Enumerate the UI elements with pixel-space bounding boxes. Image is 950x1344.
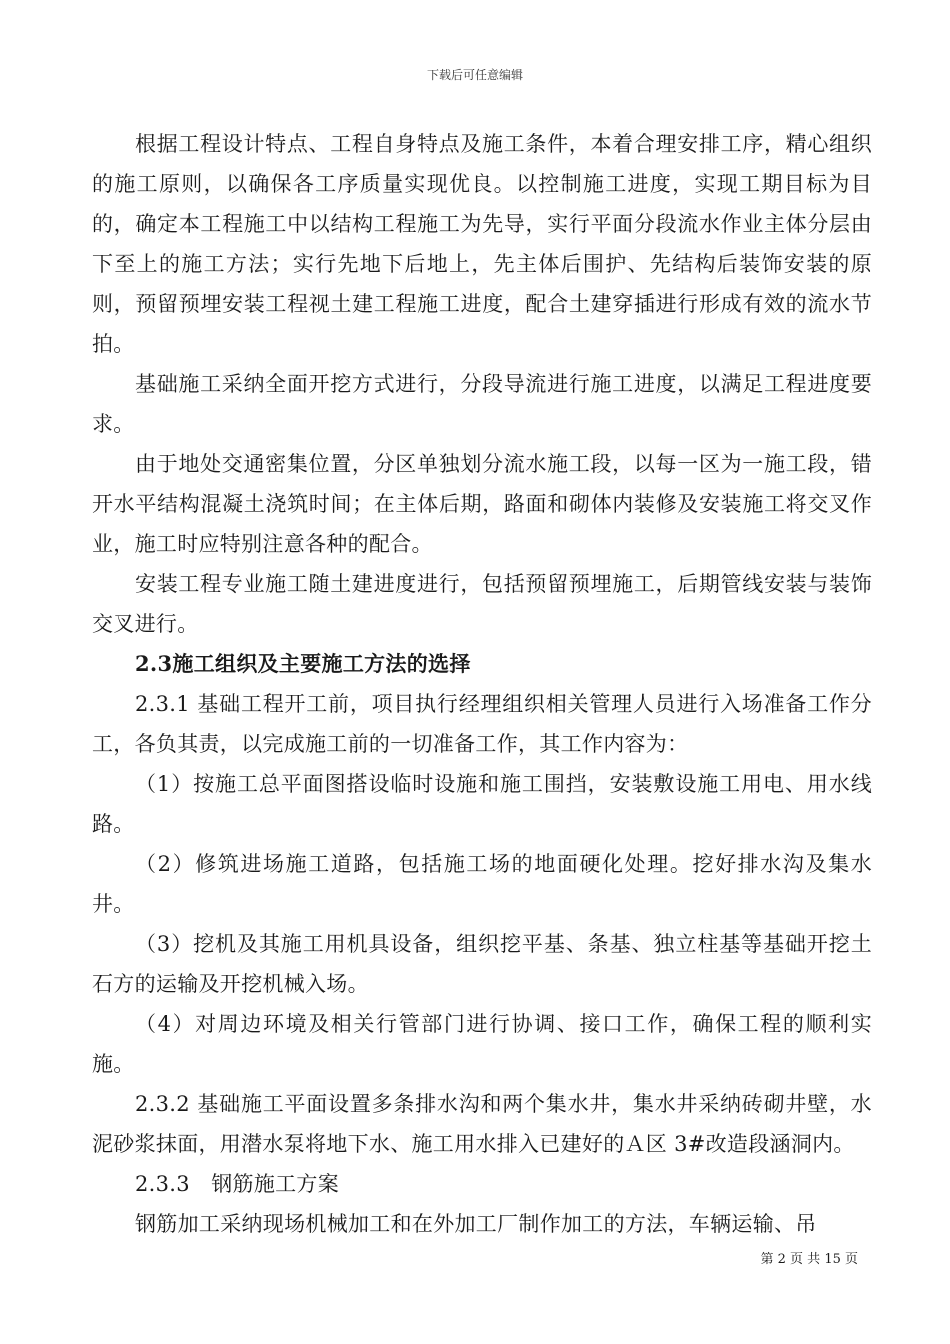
page-header: 下载后可任意编辑 <box>426 68 523 82</box>
paragraph-2-3-2: 2.3.2 基础施工平面设置多条排水沟和两个集水井，集水井采纳砖砌井壁，水泥砂浆抹面，用潜水泵将地下水、施工用水排入已建好的Ａ区 3#改造段涵洞内。 <box>92 1092 872 1156</box>
list-item-3: （3）挖机及其施工用机具设备，组织挖平基、条基、独立柱基等基础开挖土石方的运输及开挖机械入场。 <box>92 932 872 996</box>
paragraph-rebar-processing: 钢筋加工采纳现场机械加工和在外加工厂制作加工的方法，车辆运输、吊 <box>135 1212 817 1236</box>
subheading-2-3-3: 2.3.3 钢筋施工方案 <box>135 1172 340 1196</box>
document-body <box>92 124 872 1244</box>
list-item-2: （2）修筑进场施工道路，包括施工场的地面硬化处理。挖好排水沟及集水井。 <box>92 852 872 916</box>
paragraph-construction-sections: 由于地处交通密集位置，分区单独划分流水施工段，以每一区为一施工段，错开水平结构混凝土浇筑时间；在主体后期，路面和砌体内装修及安装施工将交叉作业，施工时应特别注意各种的配合。 <box>92 452 872 556</box>
list-item-4: （4）对周边环境及相关行管部门进行协调、接口工作，确保工程的顺利实施。 <box>92 1012 872 1076</box>
paragraph-construction-principles: 根据工程设计特点、工程自身特点及施工条件，本着合理安排工序，精心组织的施工原则，以确保各工序质量实现优良。以控制施工进度，实现工期目标为目的，确定本工程施工中以结构工程施工为先导，实行平面分段流水作业主体分层由下至上的施工方法；实行先地下后地上，先主体后围护、先结构后装饰安装的原则，预留预埋安装工程视土建工程施工进度，配合土建穿插进行形成有效的流水节拍。 <box>92 132 872 356</box>
page-number: 第 2 页 共 15 页 <box>760 1252 858 1267</box>
list-item-1: （1）按施工总平面图搭设临时设施和施工围挡，安装敷设施工用电、用水线路。 <box>92 772 872 836</box>
section-heading-2-3: 2.3施工组织及主要施工方法的选择 <box>135 651 471 676</box>
paragraph-foundation-excavation: 基础施工采纳全面开挖方式进行，分段导流进行施工进度，以满足工程进度要求。 <box>92 372 872 436</box>
paragraph-installation-works: 安装工程专业施工随土建进度进行，包括预留预埋施工，后期管线安装与装饰交叉进行。 <box>92 572 872 636</box>
paragraph-2-3-1: 2.3.1 基础工程开工前，项目执行经理组织相关管理人员进行入场准备工作分工，各负其责，以完成施工前的一切准备工作，其工作内容为： <box>92 692 872 756</box>
